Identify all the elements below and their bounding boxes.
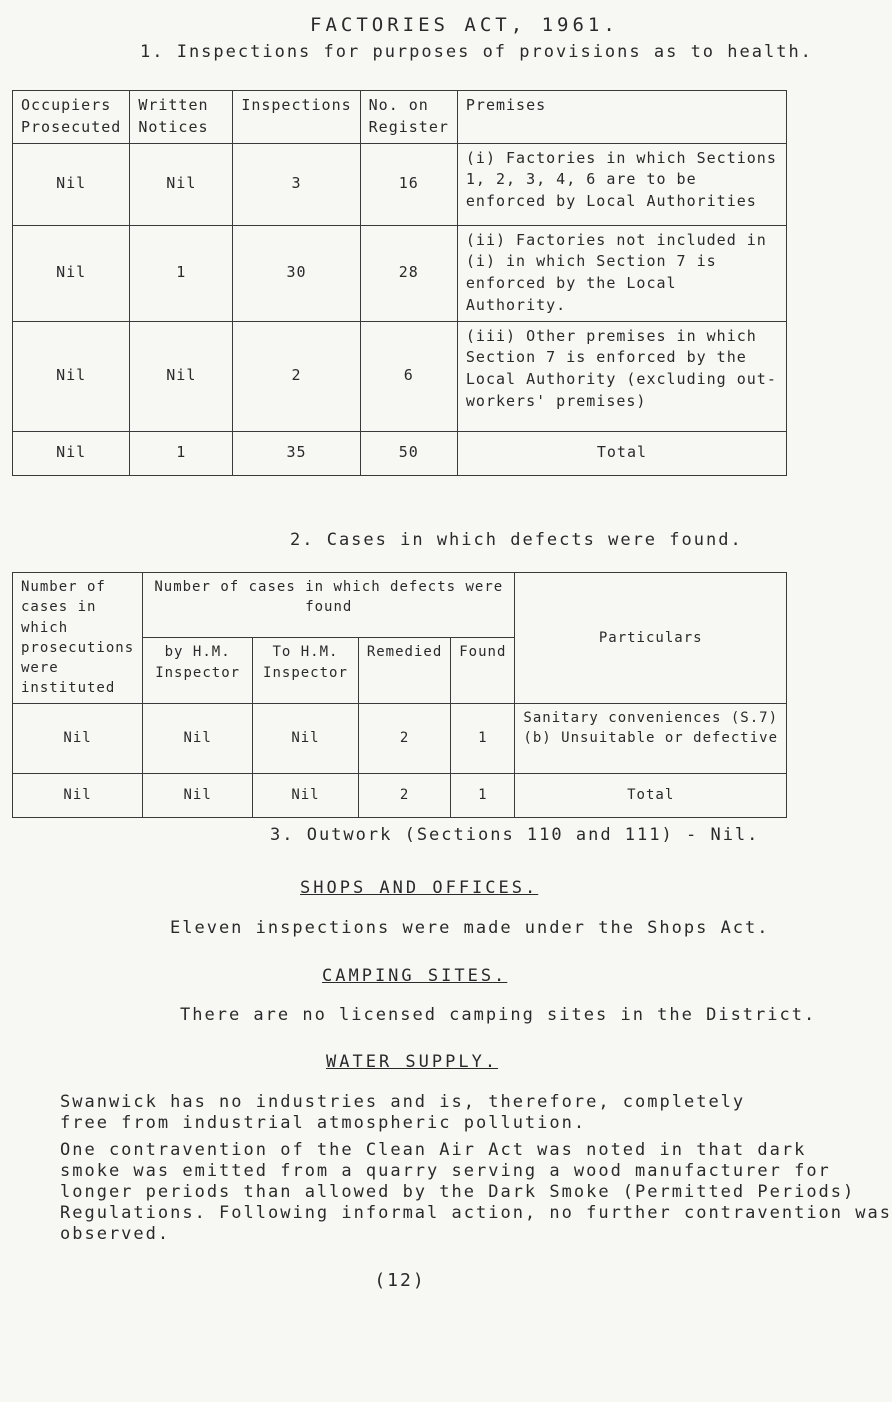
col-header: Found: [451, 638, 515, 703]
col-header: Premises: [457, 91, 786, 144]
col-header: Number of cases in which defects were found: [143, 573, 515, 638]
table-cell: Nil: [253, 773, 359, 817]
table-cell: 28: [360, 225, 457, 321]
table-cell: 2: [358, 703, 450, 773]
table-cell: 50: [360, 431, 457, 475]
col-header: by H.M. Inspector: [143, 638, 253, 703]
table-cell: 1: [451, 773, 515, 817]
section1-heading: 1. Inspections for purposes of provisions as to health.: [140, 42, 813, 62]
camping-text: There are no licensed camping sites in the District.: [180, 1005, 817, 1025]
table-cell: Nil: [13, 703, 143, 773]
table-cell: 1: [130, 225, 233, 321]
table-cell: Nil: [13, 773, 143, 817]
table-cell: 35: [233, 431, 360, 475]
table-header-row: [13, 91, 787, 144]
table-cell: Nil: [143, 703, 253, 773]
shops-heading: SHOPS AND OFFICES.: [300, 878, 539, 898]
water-line: One contravention of the Clean Air Act was noted in that dark: [60, 1140, 807, 1160]
table-cell: (i) Factories in which Sections 1, 2, 3, 4, 6 are to be enforced by Local Authorities: [457, 143, 786, 225]
table-cell: (ii) Factories not included in (i) in which Section 7 is enforced by the Local Authority.: [457, 225, 786, 321]
table-cell: (iii) Other premises in which Section 7 is enforced by the Local Authority (excluding out-workers' premises): [457, 321, 786, 431]
section2-heading: 2. Cases in which defects were found.: [290, 530, 743, 550]
table-cell: 1: [130, 431, 233, 475]
table-cell: 1: [451, 703, 515, 773]
col-header: Number of cases in which prosecutions were instituted: [13, 573, 143, 704]
table-header-row: [13, 573, 787, 638]
water-line: Swanwick has no industries and is, therefore, completely: [60, 1092, 746, 1112]
table-cell: Nil: [130, 143, 233, 225]
camping-heading: CAMPING SITES.: [322, 966, 508, 986]
table-row-total: [13, 431, 787, 475]
inspections-table: [12, 90, 787, 476]
table-row: [13, 321, 787, 431]
table-row-total: [13, 773, 787, 817]
page-title: FACTORIES ACT, 1961.: [310, 14, 619, 36]
col-header: No. on Register: [360, 91, 457, 144]
table-cell: Nil: [13, 143, 130, 225]
table-cell: Nil: [13, 225, 130, 321]
table-cell: 3: [233, 143, 360, 225]
col-header: To H.M. Inspector: [253, 638, 359, 703]
col-header: Remedied: [358, 638, 450, 703]
page-number: (12): [374, 1270, 426, 1291]
water-line: longer periods than allowed by the Dark Smoke (Permitted Periods): [60, 1182, 856, 1202]
table-cell: Nil: [253, 703, 359, 773]
table-cell: Total: [457, 431, 786, 475]
water-line: free from industrial atmospheric pollution.: [60, 1113, 587, 1133]
table-cell: Nil: [13, 321, 130, 431]
table-cell: Nil: [130, 321, 233, 431]
table-cell: Nil: [13, 431, 130, 475]
defects-table: [12, 572, 787, 818]
col-header: Particulars: [515, 573, 787, 704]
water-line: observed.: [60, 1224, 171, 1244]
water-line: Regulations. Following informal action, no further contravention was: [60, 1203, 892, 1223]
table-row: [13, 143, 787, 225]
table-cell: 2: [233, 321, 360, 431]
shops-text: Eleven inspections were made under the Shops Act.: [170, 918, 770, 938]
water-heading: WATER SUPPLY.: [326, 1052, 499, 1072]
table-cell: 2: [358, 773, 450, 817]
table-cell: Sanitary conveniences (S.7) (b) Unsuitable or defective: [515, 703, 787, 773]
section3-text: 3. Outwork (Sections 110 and 111) - Nil.: [270, 825, 760, 845]
table-row: [13, 703, 787, 773]
col-header: Inspections: [233, 91, 360, 144]
water-line: smoke was emitted from a quarry serving a wood manufacturer for: [60, 1161, 831, 1181]
table-cell: Nil: [143, 773, 253, 817]
table-cell: Total: [515, 773, 787, 817]
table-cell: 30: [233, 225, 360, 321]
col-header: Written Notices: [130, 91, 233, 144]
col-header: Occupiers Prosecuted: [13, 91, 130, 144]
table-row: [13, 225, 787, 321]
table-cell: 16: [360, 143, 457, 225]
table-cell: 6: [360, 321, 457, 431]
